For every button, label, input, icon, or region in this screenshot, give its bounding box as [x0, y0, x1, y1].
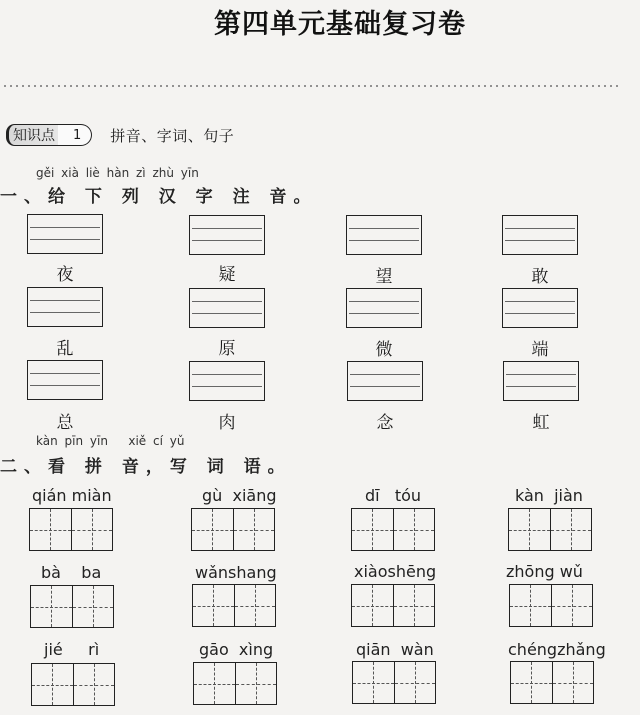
word-pinyin: dī tóu [365, 486, 422, 505]
pinyin-answer-box[interactable] [189, 288, 265, 328]
word-pinyin: qián miàn [32, 486, 112, 505]
tianzige-answer-box[interactable] [31, 663, 115, 706]
tianzige-answer-box[interactable] [191, 508, 275, 551]
pinyin-answer-box[interactable] [189, 215, 265, 255]
hanzi-char: 微 [375, 340, 393, 360]
word-pinyin: gù xiāng [202, 486, 277, 505]
pinyin-answer-box[interactable] [189, 361, 265, 401]
word-pinyin: zhōng wǔ [506, 562, 583, 581]
pinyin-answer-box[interactable] [346, 215, 422, 255]
knowledge-point-number: 1 [73, 127, 82, 143]
section1-pinyin: gěi xià liè hàn zì zhù yīn [36, 166, 199, 180]
hanzi-char: 敢 [531, 267, 549, 287]
tianzige-answer-box[interactable] [508, 508, 592, 551]
pinyin-answer-box[interactable] [502, 288, 578, 328]
tianzige-answer-box[interactable] [192, 584, 276, 627]
tianzige-answer-box[interactable] [352, 661, 436, 704]
hanzi-char: 端 [531, 340, 549, 360]
knowledge-point-label: 知识点 [13, 128, 55, 144]
pinyin-answer-box[interactable] [27, 287, 103, 327]
hanzi-char: 夜 [56, 265, 74, 285]
page-title: 第四单元基础复习卷 [214, 9, 466, 40]
hanzi-char: 望 [375, 267, 393, 287]
word-pinyin: qiān wàn [356, 640, 434, 659]
word-pinyin: xiàoshēng [354, 562, 437, 581]
tianzige-answer-box[interactable] [193, 662, 277, 705]
hanzi-char: 虹 [532, 413, 550, 433]
pinyin-answer-box[interactable] [346, 288, 422, 328]
word-pinyin: gāo xìng [199, 640, 274, 659]
tianzige-answer-box[interactable] [29, 508, 113, 551]
pinyin-answer-box[interactable] [27, 214, 103, 254]
word-pinyin: bà ba [41, 563, 102, 582]
pinyin-answer-box[interactable] [502, 215, 578, 255]
hanzi-char: 原 [218, 339, 236, 359]
hanzi-char: 总 [56, 413, 74, 433]
tianzige-answer-box[interactable] [510, 661, 594, 704]
section2-pinyin: kàn pīn yīn xiě cí yǔ [36, 434, 185, 448]
word-pinyin: jié rì [44, 640, 100, 659]
pinyin-answer-box[interactable] [347, 361, 423, 401]
knowledge-point-topic: 拼音、字词、句子 [110, 126, 235, 145]
knowledge-point-badge [6, 124, 92, 146]
dotted-divider [2, 84, 622, 88]
section1-heading: 一、给 下 列 汉 字 注 音。 [0, 187, 318, 207]
knowledge-point-header [6, 124, 234, 146]
word-pinyin: wǎnshang [195, 563, 277, 582]
hanzi-char: 疑 [218, 265, 236, 285]
hanzi-char: 乱 [56, 339, 74, 359]
word-pinyin: chéngzhǎng [508, 640, 606, 659]
word-pinyin: kàn jiàn [515, 486, 583, 505]
pinyin-answer-box[interactable] [27, 360, 103, 400]
tianzige-answer-box[interactable] [509, 584, 593, 627]
tianzige-answer-box[interactable] [30, 585, 114, 628]
hanzi-char: 念 [376, 413, 394, 433]
tianzige-answer-box[interactable] [351, 584, 435, 627]
tianzige-answer-box[interactable] [351, 508, 435, 551]
pinyin-answer-box[interactable] [503, 361, 579, 401]
hanzi-char: 肉 [218, 413, 236, 433]
section2-heading: 二、看 拼 音，写 词 语。 [0, 457, 292, 477]
